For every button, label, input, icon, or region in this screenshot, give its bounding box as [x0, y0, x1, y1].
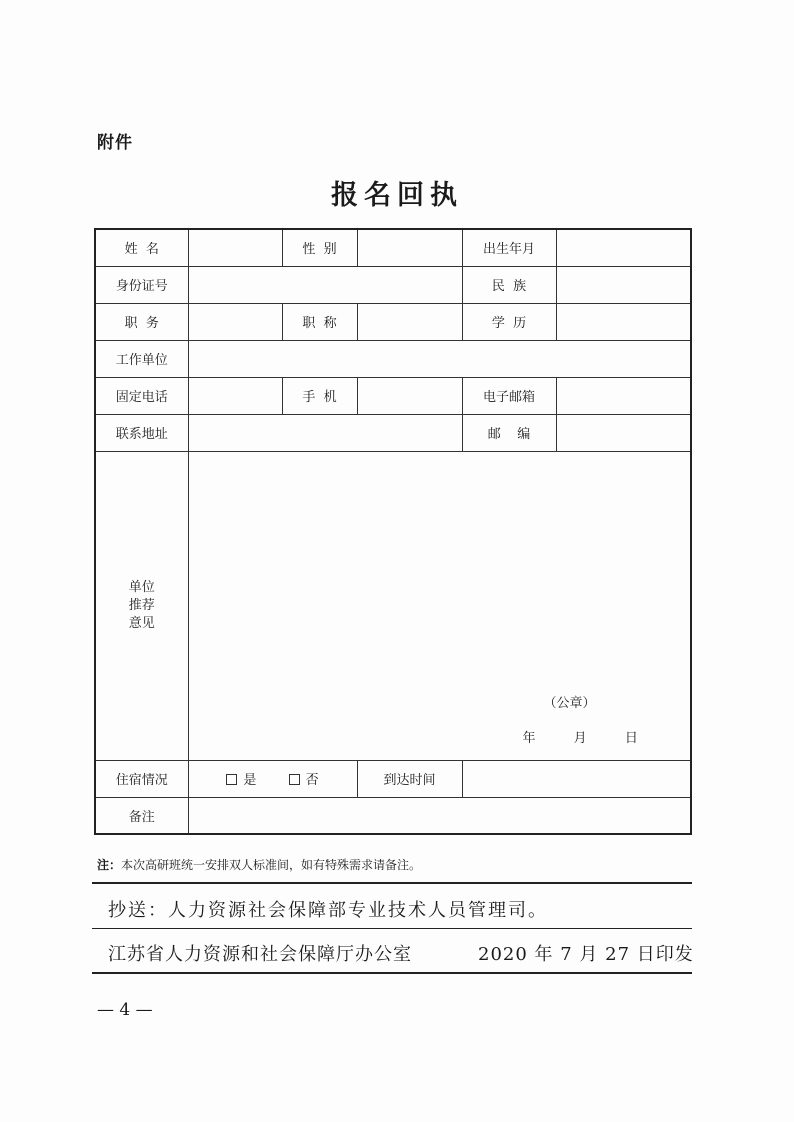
label-employer: 工作单位 — [95, 340, 188, 377]
label-recommendation — [95, 451, 188, 760]
form-row-address — [95, 414, 691, 451]
lodging-no-label: 否 — [305, 773, 319, 788]
lodging-no-option[interactable] — [289, 773, 319, 788]
date-day: 日 — [624, 730, 638, 746]
label-birth: 出生年月 — [462, 229, 556, 266]
label-title: 职 称 — [282, 303, 357, 340]
field-remarks[interactable] — [188, 797, 691, 834]
note-text: 本次高研班统一安排双人标准间，如有特殊需求请备注。 — [121, 858, 422, 872]
registration-form — [94, 228, 692, 835]
label-arrival: 到达时间 — [357, 760, 462, 797]
label-mobile: 手 机 — [282, 377, 357, 414]
form-title: 报名回执 — [331, 180, 463, 211]
field-education[interactable] — [556, 303, 691, 340]
field-landline[interactable] — [188, 377, 282, 414]
label-remarks: 备注 — [95, 797, 188, 834]
page-number: — 4 — — [97, 1000, 153, 1020]
footer-rule-middle — [92, 928, 692, 929]
label-name: 姓 名 — [95, 229, 188, 266]
field-birth[interactable] — [556, 229, 691, 266]
footer-rule-top — [92, 882, 692, 884]
date-month: 月 — [573, 730, 587, 746]
note-prefix: 注： — [97, 858, 122, 872]
label-education: 学 历 — [462, 303, 556, 340]
checkbox-no[interactable] — [289, 774, 300, 785]
label-id-number: 身份证号 — [95, 266, 188, 303]
field-email[interactable] — [556, 377, 691, 414]
field-id-number[interactable] — [188, 266, 462, 303]
form-row-remarks — [95, 797, 691, 834]
label-postcode: 邮 编 — [462, 414, 556, 451]
form-row-lodging — [95, 760, 691, 797]
form-row-id — [95, 266, 691, 303]
field-gender[interactable] — [357, 229, 462, 266]
field-postcode[interactable] — [556, 414, 691, 451]
lodging-yes-label: 是 — [243, 773, 257, 788]
recommendation-date — [523, 727, 672, 746]
issuer: 江苏省人力资源和社会保障厅办公室 — [108, 944, 412, 965]
official-seal-label: （公章） — [543, 695, 596, 711]
date-year: 年 — [522, 730, 536, 746]
form-row-employer — [95, 340, 691, 377]
label-ethnicity: 民 族 — [462, 266, 556, 303]
attachment-label: 附件 — [97, 133, 133, 153]
field-ethnicity[interactable] — [556, 266, 691, 303]
field-mobile[interactable] — [357, 377, 462, 414]
recommendation-label-2: 推荐 — [128, 597, 155, 613]
form-row-name — [95, 229, 691, 266]
field-recommendation[interactable] — [188, 451, 691, 760]
field-lodging — [188, 760, 357, 797]
issued-date: 2020 年 7 月 27 日印发 — [478, 944, 694, 965]
field-name[interactable] — [188, 229, 282, 266]
label-position: 职 务 — [95, 303, 188, 340]
form-row-recommendation — [95, 451, 691, 760]
lodging-yes-option[interactable] — [226, 773, 256, 788]
label-address: 联系地址 — [95, 414, 188, 451]
recommendation-label-1: 单位 — [128, 579, 155, 595]
cc-line: 抄送：人力资源社会保障部专业技术人员管理司。 — [108, 900, 548, 921]
field-position[interactable] — [188, 303, 282, 340]
field-arrival[interactable] — [462, 760, 691, 797]
form-note — [97, 856, 421, 873]
footer-rule-bottom — [92, 972, 692, 974]
field-title[interactable] — [357, 303, 462, 340]
form-row-phone — [95, 377, 691, 414]
field-employer[interactable] — [188, 340, 691, 377]
field-address[interactable] — [188, 414, 462, 451]
label-email: 电子邮箱 — [462, 377, 556, 414]
recommendation-label-3: 意见 — [128, 615, 155, 631]
label-lodging: 住宿情况 — [95, 760, 188, 797]
checkbox-yes[interactable] — [226, 774, 237, 785]
form-row-position — [95, 303, 691, 340]
label-gender: 性 别 — [282, 229, 357, 266]
label-landline: 固定电话 — [95, 377, 188, 414]
